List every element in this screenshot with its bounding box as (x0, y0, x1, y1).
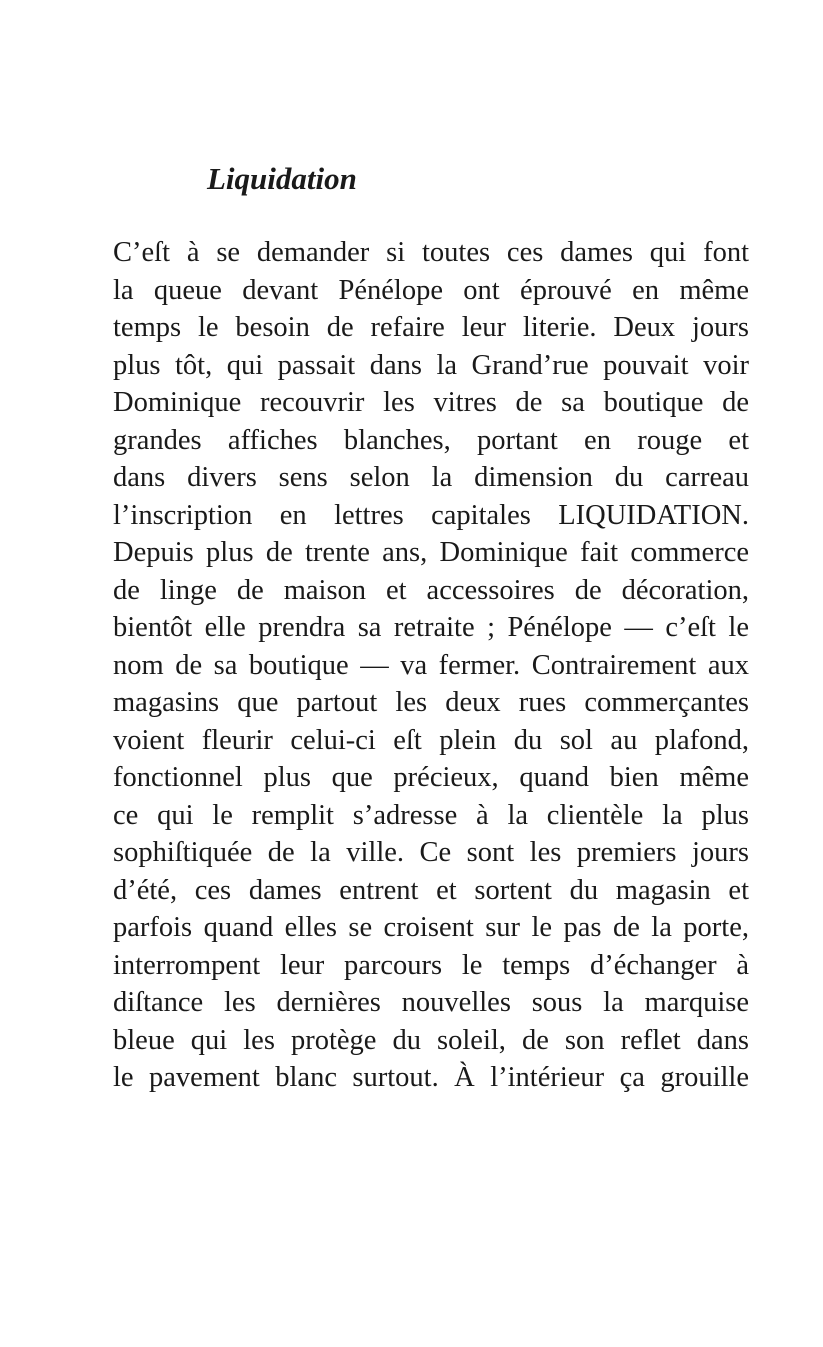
text-line: grandes affiches blanches, portant en rouge et (113, 424, 749, 456)
text-line: dans divers sens selon la dimension du carreau (113, 462, 749, 493)
text-line: bientôt elle prendra sa retraite ; Pénélope — c’eſt le (113, 612, 749, 643)
text-line: interrompent leur parcours le temps d’échanger à (113, 949, 749, 981)
text-line: diſtance les dernières nouvelles sous la marquise (113, 987, 749, 1018)
text-line: plus tôt, qui passait dans la Grand’rue pouvait voir (113, 349, 749, 381)
body-paragraph (113, 234, 749, 1097)
text-line: Dominique recouvrir les vitres de sa boutique de (113, 387, 749, 418)
text-line: de linge de maison et accessoires de décoration, (113, 574, 749, 606)
text-line: la queue devant Pénélope ont éprouvé en même (113, 274, 749, 306)
text-line: voient fleurir celui-ci eſt plein du sol au plafond, (113, 724, 749, 756)
text-line: d’été, ces dames entrent et sortent du magasin et (113, 874, 749, 906)
text-line: sophiſtiquée de la ville. Ce sont les premiers jours (113, 837, 749, 868)
text-line: bleue qui les protège du soleil, de son reflet dans (113, 1024, 749, 1056)
chapter-title: Liquidation (207, 161, 357, 196)
text-line: magasins que partout les deux rues commerçantes (113, 687, 749, 718)
text-line: C’eſt à se demander si toutes ces dames qui font (113, 237, 749, 268)
text-line: le pavement blanc surtout. À l’intérieur ça grouille (113, 1062, 749, 1093)
text-line: ce qui le remplit s’adresse à la clientèle la plus (113, 799, 749, 831)
text-line: temps le besoin de refaire leur literie. Deux jours (113, 312, 749, 343)
text-line: fonctionnel plus que précieux, quand bien même (113, 762, 749, 793)
text-line: nom de sa boutique — va fermer. Contrairement aux (113, 649, 749, 681)
text-line: Depuis plus de trente ans, Dominique fait commerce (113, 537, 749, 568)
text-line: l’inscription en lettres capitales LIQUIDATION. (113, 499, 749, 531)
text-line: parfois quand elles se croisent sur le pas de la porte, (113, 912, 749, 943)
